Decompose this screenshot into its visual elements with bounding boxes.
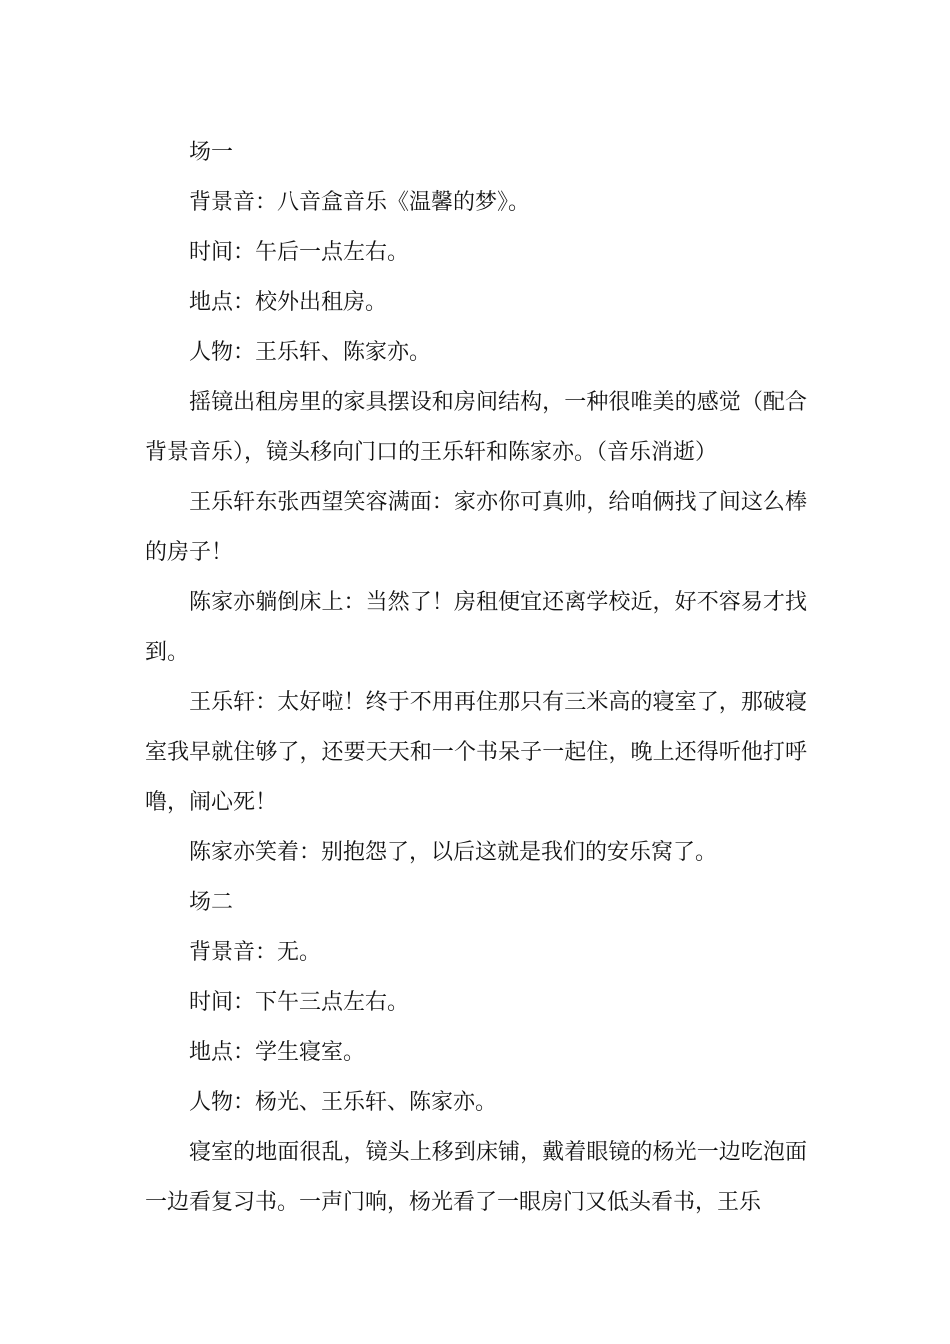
scene-heading: 场一	[189, 140, 234, 165]
time-line: 时间：下午三点左右。	[189, 990, 410, 1015]
location-line: 地点：校外出租房。	[189, 290, 388, 315]
location-line: 地点：学生寝室。	[189, 1040, 366, 1065]
dialogue-line: 王乐轩：太好啦！终于不用再住那只有三米高的寝室了，那破寝室我早就住够了，还要天天和一个书呆子一起住，晚上还得听他打呼噜，闹心死！	[145, 690, 807, 815]
characters-line: 人物：王乐轩、陈家亦。	[189, 340, 432, 365]
scene-heading: 场二	[189, 890, 234, 915]
document-body	[145, 128, 807, 1228]
time-line: 时间：午后一点左右。	[189, 240, 410, 265]
dialogue-line: 陈家亦躺倒床上：当然了！房租便宜还离学校近，好不容易才找到。	[145, 590, 807, 665]
stage-direction: 摇镜出租房里的家具摆设和房间结构，一种很唯美的感觉（配合背景音乐），镜头移向门口的王乐轩和陈家亦。（音乐消逝）	[145, 390, 807, 465]
characters-line: 人物：杨光、王乐轩、陈家亦。	[189, 1090, 498, 1115]
background-sound-line: 背景音：八音盒音乐《温馨的梦》。	[189, 190, 531, 215]
stage-direction: 寝室的地面很乱，镜头上移到床铺，戴着眼镜的杨光一边吃泡面一边看复习书。一声门响，杨光看了一眼房门又低头看书，王乐	[145, 1140, 807, 1215]
background-sound-line: 背景音：无。	[189, 940, 322, 965]
dialogue-line: 王乐轩东张西望笑容满面：家亦你可真帅，给咱俩找了间这么棒的房子！	[145, 490, 807, 565]
dialogue-line: 陈家亦笑着：别抱怨了，以后这就是我们的安乐窝了。	[189, 840, 718, 865]
